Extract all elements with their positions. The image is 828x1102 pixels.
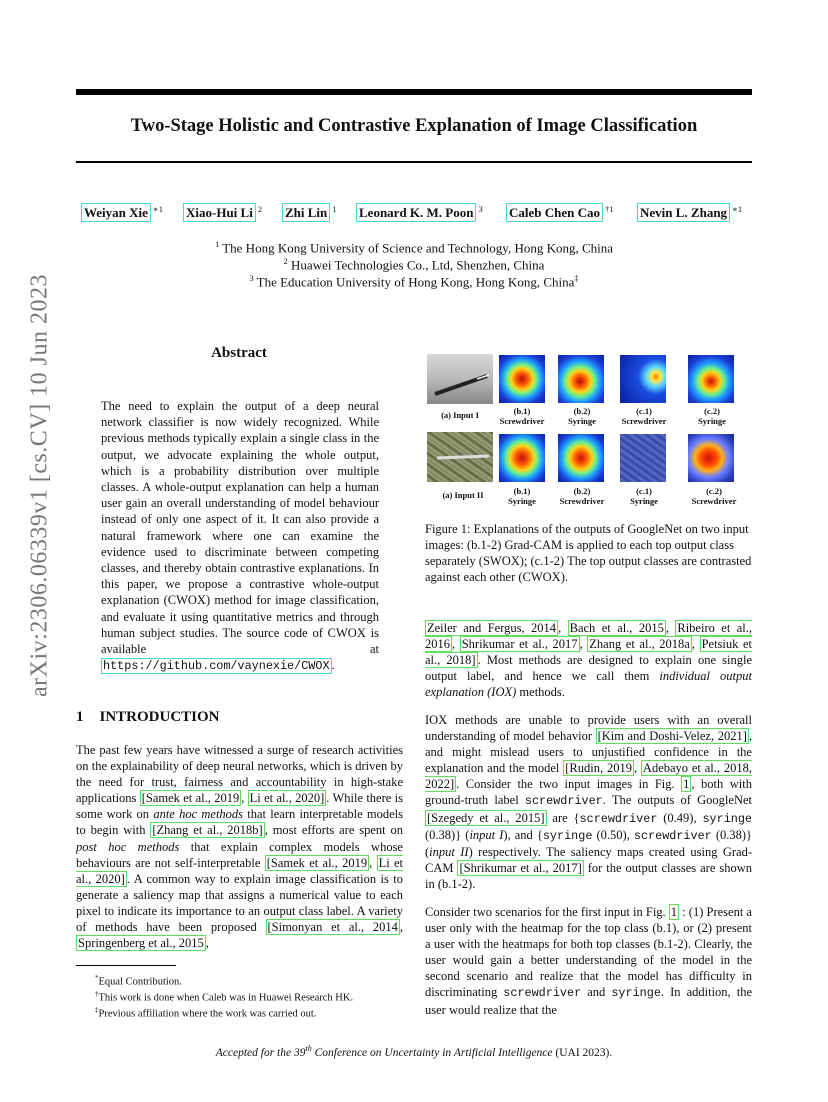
author-link[interactable]: Weiyan Xie $^{∗1}$ bbox=[81, 204, 163, 221]
heatmap-b2-syringe bbox=[558, 355, 604, 403]
citation-link[interactable]: [Simonyan et al., 2014 bbox=[267, 920, 398, 935]
figure-label: (c.1) Syringe bbox=[630, 486, 658, 506]
venue-note: Accepted for the 39th Conference on Uncertainty in Artificial Intelligence (UAI 2023). bbox=[215, 1044, 613, 1059]
figure-label: (b.1) Syringe bbox=[508, 486, 536, 506]
affiliation: $^2$ Huawei Technologies Co., Ltd, Shenzhen, China bbox=[283, 256, 545, 273]
top-rule bbox=[76, 89, 752, 95]
citation-link[interactable]: Adebayo et al., 2018, 2022] bbox=[425, 761, 752, 792]
citation-link[interactable]: Li et al., 2020] bbox=[249, 791, 325, 806]
figure-label: (b.2) Syringe bbox=[568, 406, 596, 426]
footnote: †This work is done when Caleb was in Huawei Research HK. bbox=[95, 990, 354, 1004]
intro-paragraph-4: Consider two scenarios for the first input in Fig. 1 : (1) Present a user only with the heatmap for the top class (b.1), or (2) present a user with the heatmaps for both top classes (b.1-2). Clearly, the user would gain a better understanding of the model in the second scenario and realize that the model has difficulty in discriminating screwdriver and syringe. In addition, the user would realize that the bbox=[425, 905, 752, 1017]
footnote: *Equal Contribution. bbox=[95, 974, 182, 988]
figure-caption: Figure 1: Explanations of the outputs of GoogleNet on two input images: (b.1-2) Grad-CAM is applied to each top output class separately (SWOX); (c.1-2) The top output classes are contrasted against each other (CWOX). bbox=[425, 522, 752, 585]
heatmap-c1-syringe bbox=[620, 434, 666, 482]
heatmap-b1-syringe bbox=[499, 434, 545, 482]
citation-link[interactable]: Zeiler and Fergus, 2014 bbox=[427, 621, 557, 635]
citation-link[interactable]: Li et al., 2020] bbox=[76, 855, 404, 886]
author-link[interactable]: Nevin L. Zhang $^{∗1}$ bbox=[637, 204, 742, 221]
footnote: ‡Previous affiliation where the work was carried out. bbox=[95, 1006, 317, 1020]
paper-title: Two-Stage Holistic and Contrastive Explanation of Image Classification bbox=[130, 116, 698, 136]
input-image-2 bbox=[427, 432, 493, 482]
author-link[interactable]: Zhi Lin $^1$ bbox=[282, 204, 337, 221]
figure-label: (c.2) Syringe bbox=[698, 406, 726, 426]
citation-link[interactable]: [Kim and Doshi-Velez, 2021] bbox=[597, 729, 747, 744]
arxiv-identifier: arXiv:2306.06339v1 [cs.CV] 10 Jun 2023 bbox=[26, 274, 53, 697]
heatmap-b2-screwdriver bbox=[558, 434, 604, 482]
figure-label: (b.1) Screwdriver bbox=[499, 406, 545, 426]
citation-link[interactable]: Zhang et al., 2018a bbox=[589, 637, 690, 652]
citation-link[interactable]: [Szegedy et al., 2015] bbox=[427, 810, 545, 825]
citation-link[interactable]: Ribeiro et al., 2016 bbox=[425, 621, 752, 652]
intro-paragraph-2: Zeiler and Fergus, 2014 , Bach et al., 2015 , Ribeiro et al., 2016 , Shrikumar et al., 2017 , Zhang et al., 2018a , Petsiuk et al., 2018] . Most methods are designed to explain one single output label, and hence we call them individual output explanation (IOX) methods. bbox=[425, 621, 753, 700]
abstract-heading: Abstract bbox=[211, 345, 267, 361]
author-link[interactable]: Caleb Chen Cao $^{\dagger 1}$ bbox=[506, 204, 614, 221]
figure-label: (b.2) Screwdriver bbox=[559, 486, 605, 506]
citation-link[interactable]: Springenberg et al., 2015 bbox=[78, 936, 204, 951]
citation-link[interactable]: [Zhang et al., 2018b] bbox=[152, 823, 263, 838]
input-label: (a) Input I bbox=[441, 410, 479, 420]
intro-paragraph-3: IOX methods are unable to provide users with an overall understanding of model behavior [Kim and Doshi-Velez, 2021] , and might mislead users to unjustified confidence in the explanation and the model [Rudin, 2019 , Adebayo et al., 2018, 2022] . Consider the two input images in Fig. 1 , both with ground-truth label screwdriver. The outputs of GoogleNet [Szegedy et al., 2015] are {screwdriver (0.49), syringe (0.38)} (input I), and {syringe (0.50), screwdriver (0.38)} (input II) respectively. The saliency maps created using Grad-CAM [Shrikumar et al., 2017] for the output classes are shown in (b.1-2). bbox=[425, 713, 753, 891]
citation-link[interactable]: Shrikumar et al., 2017 bbox=[461, 637, 578, 652]
citation-link[interactable]: Petsiuk et al., 2018] bbox=[425, 637, 752, 668]
abstract-body: The need to explain the output of a deep neural network classifier is now widely recognized. While previous methods typically explain a single class in the output, we advocate explaining the whole output, which is a probability distribution over multiple classes. A whole-output explanation can help a human user gain an overall understanding of model behaviour instead of only one aspect of it. It can also provide a natural framework where one can examine the evidence used to discriminate between competing classes, and thereby obtain contrastive explanations. In this paper, we propose a contrastive whole-output explanation (CWOX) method for image classification, and evaluate it using quantitative metrics and through human subject studies. The source code of CWOX is available at https://github.com/vaynexie/CWOX . bbox=[101, 399, 379, 674]
heatmap-c1-screwdriver bbox=[620, 355, 666, 403]
intro-paragraph-1: The past few years have witnessed a surge of research activities on the explainability of deep neural networks, which is driven by the need for trust, fairness and accountability in high-stake applications [Samek et al., 2019 , Li et al., 2020] . While there is some work on ante hoc methods that learn interpretable models to begin with [Zhang et al., 2018b] , most efforts are spent on post hoc methods that explain complex models whose behaviours are not self-interpretable [Samek et al., 2019 , Li et al., 2020] . A common way to explain image classification is to generate a saliency map that assigns a numerical value to each pixel to indicate its importance to an output class label. A variety of methods have been proposed [Simonyan et al., 2014 , Springenberg et al., 2015 , bbox=[76, 743, 404, 951]
heatmap-c2-syringe bbox=[688, 355, 734, 403]
input-label: (a) Input II bbox=[442, 490, 484, 500]
footnote-rule bbox=[76, 965, 176, 966]
citation-link[interactable]: [Samek et al., 2019 bbox=[141, 791, 240, 806]
section-heading: 1 INTRODUCTION bbox=[76, 709, 220, 725]
citation-link[interactable]: [Rudin, 2019 bbox=[565, 761, 632, 776]
citation-link[interactable]: Bach et al., 2015 bbox=[569, 621, 664, 635]
figure-label: (c.1) Screwdriver bbox=[621, 406, 667, 426]
input-image-1 bbox=[427, 354, 493, 404]
figure-1 bbox=[425, 352, 752, 512]
citation-link[interactable]: [Samek et al., 2019 bbox=[266, 855, 368, 870]
author-link[interactable]: Xiao-Hui Li $^2$ bbox=[183, 204, 262, 221]
affiliation: $^3$ The Education University of Hong Kong, Hong Kong, China‡ bbox=[249, 273, 579, 290]
affiliation: $^1$ The Hong Kong University of Science and Technology, Hong Kong, China bbox=[214, 239, 614, 256]
author-link[interactable]: Leonard K. M. Poon $^3$ bbox=[356, 204, 483, 221]
heatmap-b1-screwdriver bbox=[499, 355, 545, 403]
figure-ref-link[interactable]: 1 bbox=[670, 905, 678, 919]
figure-label: (c.2) Screwdriver bbox=[691, 486, 737, 506]
source-code-link[interactable]: https://github.com/vaynexie/CWOX bbox=[103, 659, 330, 674]
heatmap-c2-screwdriver bbox=[688, 434, 734, 482]
title-rule bbox=[76, 161, 752, 163]
figure-ref-link[interactable]: 1 bbox=[683, 777, 690, 792]
citation-link[interactable]: [Shrikumar et al., 2017] bbox=[459, 860, 582, 875]
